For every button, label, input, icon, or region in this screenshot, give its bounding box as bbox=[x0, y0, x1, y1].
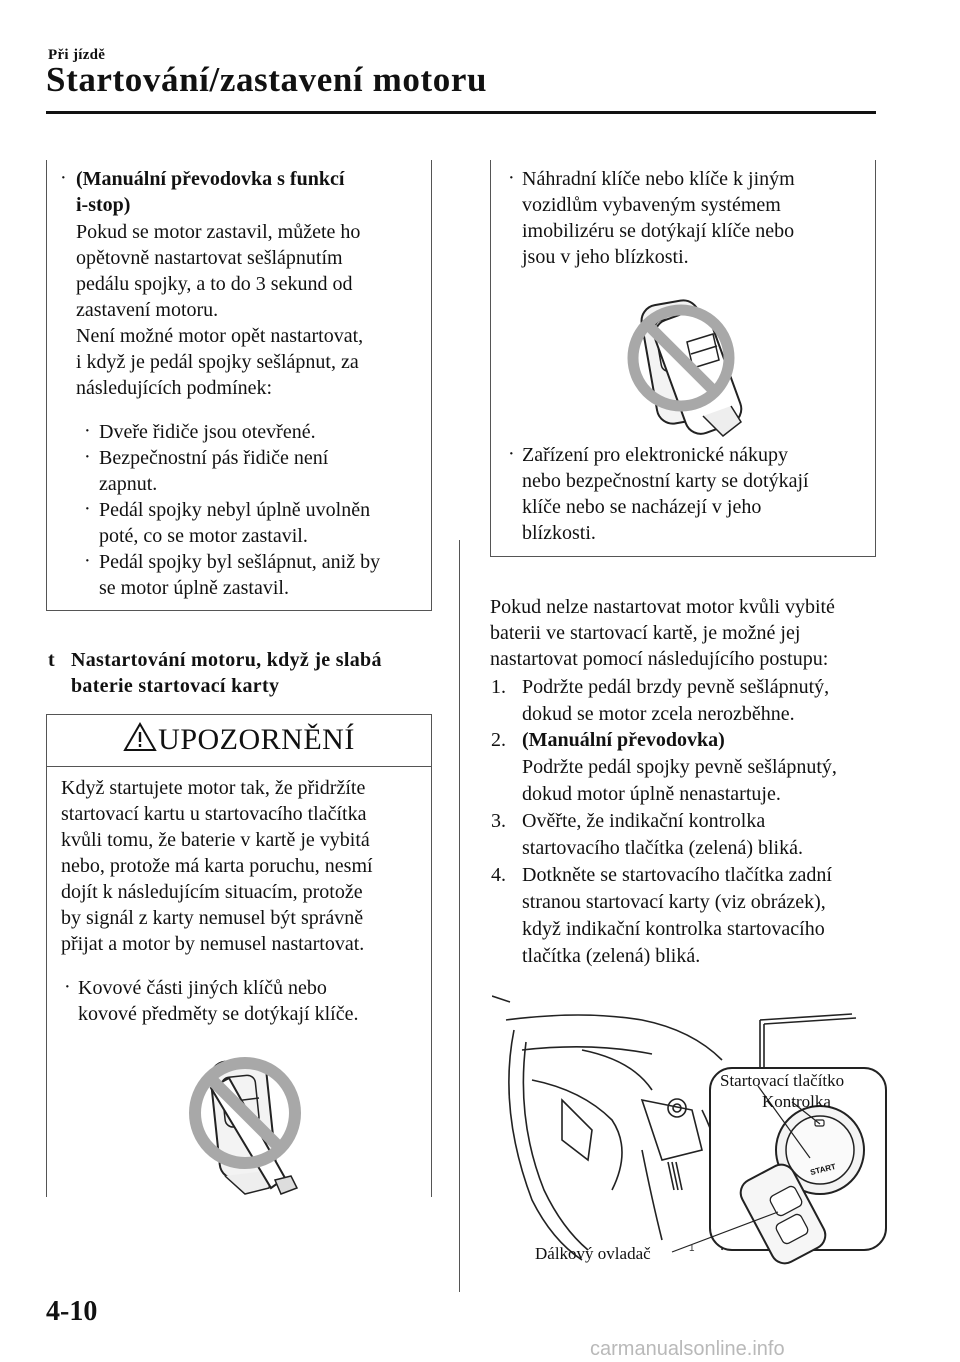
condition-item: Dveře řidiče jsou otevřené. bbox=[99, 421, 316, 443]
warning-text-line: startovací kartu u startovacího tlačítka bbox=[61, 803, 367, 825]
procedure-intro-line: Pokud nelze nastartovat motor kvůli vybité bbox=[490, 596, 835, 618]
box-para1-line: opětovně nastartovat sešlápnutím bbox=[76, 247, 343, 269]
warning-text-line: přijat a motor by nemusel nastartovat. bbox=[61, 933, 365, 955]
right-bullet2-line: nebo bezpečnostní karty se dotýkají bbox=[522, 470, 809, 492]
page-title: Startování/zastavení motoru bbox=[46, 60, 488, 99]
warning-text-line: nebo, protože má karta poruchu, nesmí bbox=[61, 855, 373, 877]
condition-item: Pedál spojky nebyl úplně uvolněn bbox=[99, 499, 371, 521]
section-label: Při jízdě bbox=[48, 47, 106, 63]
column-divider bbox=[459, 540, 460, 1292]
box-para1-line: pedálu spojky, a to do 3 sekund od bbox=[76, 273, 353, 295]
section-heading-line: Nastartování motoru, když je slabá bbox=[71, 649, 382, 671]
right-bullet2-line: blízkosti. bbox=[522, 522, 596, 544]
warning-separator bbox=[47, 766, 431, 767]
step-line: Podržte pedál spojky pevně sešlápnutý, bbox=[522, 756, 837, 778]
step-line: tlačítka (zelená) bliká. bbox=[522, 945, 701, 967]
page-number: 4-10 bbox=[46, 1296, 98, 1327]
step-number: 1. bbox=[491, 676, 506, 698]
box-heading-line-2: i-stop) bbox=[76, 194, 131, 216]
section-marker: t bbox=[48, 649, 55, 671]
site-watermark: carmanualsonline.info bbox=[590, 1338, 785, 1360]
bullet-dot: · bbox=[84, 498, 91, 520]
right-bullet2-line: klíče nebo se nacházejí v jeho bbox=[522, 496, 762, 518]
title-rule bbox=[46, 111, 876, 114]
right-bullet1-line: imobilizéru se dotýkají klíče nebo bbox=[522, 220, 795, 242]
start-button-label: Startovací tlačítko bbox=[720, 1071, 845, 1090]
condition-item: Bezpečnostní pás řidiče není bbox=[99, 447, 329, 469]
step-line: Ověřte, že indikační kontrolka bbox=[522, 810, 766, 832]
step-line: když indikační kontrolka startovacího bbox=[522, 918, 825, 940]
bullet-dot: · bbox=[508, 167, 515, 189]
bullet-dot: · bbox=[84, 550, 91, 572]
step-line: Dotkněte se startovacího tlačítka zadní bbox=[522, 864, 832, 886]
two-keys-prohibited-illustration bbox=[627, 298, 751, 440]
start-button-text: START bbox=[809, 1161, 837, 1178]
bullet-dot: · bbox=[60, 167, 67, 189]
warning-text-line: dojít k následujícím situacím, protože bbox=[61, 881, 363, 903]
step-line: dokud motor úplně nenastartuje. bbox=[522, 783, 781, 805]
remote-label: Dálkový ovladač bbox=[535, 1244, 651, 1263]
step-heading: (Manuální převodovka) bbox=[522, 729, 725, 751]
right-bullet1-line: jsou v jeho blízkosti. bbox=[522, 246, 689, 268]
warning-bullet-line: Kovové části jiných klíčů nebo bbox=[78, 977, 327, 999]
right-bullet2-line: Zařízení pro elektronické nákupy bbox=[522, 444, 788, 466]
procedure-intro-line: baterii ve startovací kartě, je možné jej bbox=[490, 622, 801, 644]
indicator-label: Kontrolka bbox=[762, 1092, 831, 1111]
section-heading-line: baterie startovací karty bbox=[71, 675, 280, 697]
box-para1-line: zastavení motoru. bbox=[76, 299, 219, 321]
bullet-dot: · bbox=[84, 420, 91, 442]
box-para2-line: Není možné motor opět nastartovat, bbox=[76, 325, 364, 347]
box-para2-line: i když je pedál spojky sešlápnut, za bbox=[76, 351, 359, 373]
condition-item: Pedál spojky byl sešlápnut, aniž by bbox=[99, 551, 381, 573]
warning-title-text: UPOZORNĚNÍ bbox=[158, 723, 355, 756]
step-number: 2. bbox=[491, 729, 506, 751]
condition-item: se motor úplně zastavil. bbox=[99, 577, 289, 599]
key-touching-metal-prohibited-illustration bbox=[185, 1048, 315, 1198]
box-heading-line-1: (Manuální převodovka s funkcí bbox=[76, 168, 345, 190]
warning-text-line: by signál z karty nemusel být správně bbox=[61, 907, 364, 929]
figure-code: 1 bbox=[689, 1243, 695, 1254]
box-para1-line: Pokud se motor zastavil, můžete ho bbox=[76, 221, 361, 243]
warning-text-line: Když startujete motor tak, že přidržíte bbox=[61, 777, 366, 799]
step-number: 4. bbox=[491, 864, 506, 886]
procedure-intro-line: nastartovat pomocí následujícího postupu: bbox=[490, 648, 829, 670]
step-line: dokud se motor zcela nerozběhne. bbox=[522, 703, 795, 725]
step-line: stranou startovací karty (viz obrázek), bbox=[522, 891, 826, 913]
condition-item: zapnut. bbox=[99, 473, 158, 495]
step-line: Podržte pedál brzdy pevně sešlápnutý, bbox=[522, 676, 830, 698]
warning-triangle-icon bbox=[123, 722, 157, 752]
bullet-dot: · bbox=[508, 443, 515, 465]
bullet-dot: · bbox=[84, 446, 91, 468]
condition-item: poté, co se motor zastavil. bbox=[99, 525, 308, 547]
warning-title bbox=[46, 722, 432, 757]
bullet-dot: · bbox=[64, 976, 71, 998]
right-bullet1-line: Náhradní klíče nebo klíče k jiným bbox=[522, 168, 795, 190]
warning-bullet-line: kovové předměty se dotýkají klíče. bbox=[78, 1003, 359, 1025]
right-bullet1-line: vozidlům vybaveným systémem bbox=[522, 194, 781, 216]
step-number: 3. bbox=[491, 810, 506, 832]
step-line: startovacího tlačítka (zelená) bliká. bbox=[522, 837, 803, 859]
box-para2-line: následujících podmínek: bbox=[76, 377, 273, 399]
warning-text-line: kvůli tomu, že baterie v kartě je vybitá bbox=[61, 829, 370, 851]
